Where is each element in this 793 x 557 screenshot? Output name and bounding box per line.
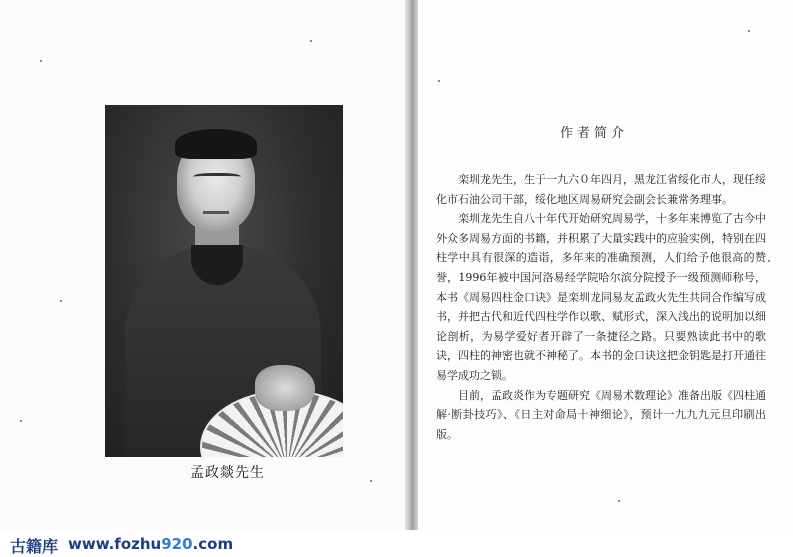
left-page — [0, 0, 405, 530]
author-portrait-photo — [105, 105, 343, 457]
watermark-site-name: 古籍库 — [10, 537, 59, 556]
scan-speck — [618, 500, 620, 502]
section-title: 作者简介 — [560, 126, 629, 141]
scan-speck — [310, 40, 312, 42]
scan-speck — [370, 480, 372, 482]
photo-caption: 孟政燚先生 — [190, 465, 265, 481]
scan-speck — [60, 300, 62, 302]
bio-paragraph: 栾圳龙先生，生于一九六０年四月，黑龙江省绥化市人，现任绥化市石油公司干部，绥化地区周易研究会副会长兼常务理事。 — [436, 173, 766, 206]
watermark-url-prefix: www.fozhu — [68, 535, 162, 553]
scan-speck — [438, 80, 440, 82]
scan-speck — [768, 260, 770, 262]
scan-speck — [20, 420, 22, 422]
scan-speck — [40, 60, 42, 62]
bio-paragraph: 目前，孟政炎作为专题研究《周易术数理论》准备出版《四柱通解·断卦技巧》、《日主对命局十神细论》，预计一九九九元旦印刷出版。 — [436, 388, 766, 441]
book-gutter — [405, 0, 418, 530]
author-bio-text — [436, 170, 766, 444]
bio-paragraph: 栾圳龙先生自八十年代开始研究周易学，十多年来博览了古今中外众多周易方面的书籍，并积累了大量实践中的应验实例，特别在四柱学中具有很深的造诣，多年来的准确预测，人们给予他很高的赞誉，1996年被中国河洛易经学院哈尔滨分院授予一级预测师称号，本书《周易四柱金口诀》是栾圳龙同易友孟政火先生共同合作编写成书，并把古代和近代四柱学作以歌、赋形式，深入浅出的说明加以细论剖析，为易学爱好者开辟了一条捷径之路。只要熟读此书中的歌诀，四柱的神密也就不神秘了。本书的金口诀这把金钥匙是打开通往易学成功之锁。 — [436, 212, 766, 382]
watermark-url[interactable] — [68, 535, 233, 553]
watermark-url-number: 920 — [161, 535, 193, 553]
scan-speck — [748, 30, 750, 32]
watermark-url-suffix: .com — [192, 535, 234, 553]
